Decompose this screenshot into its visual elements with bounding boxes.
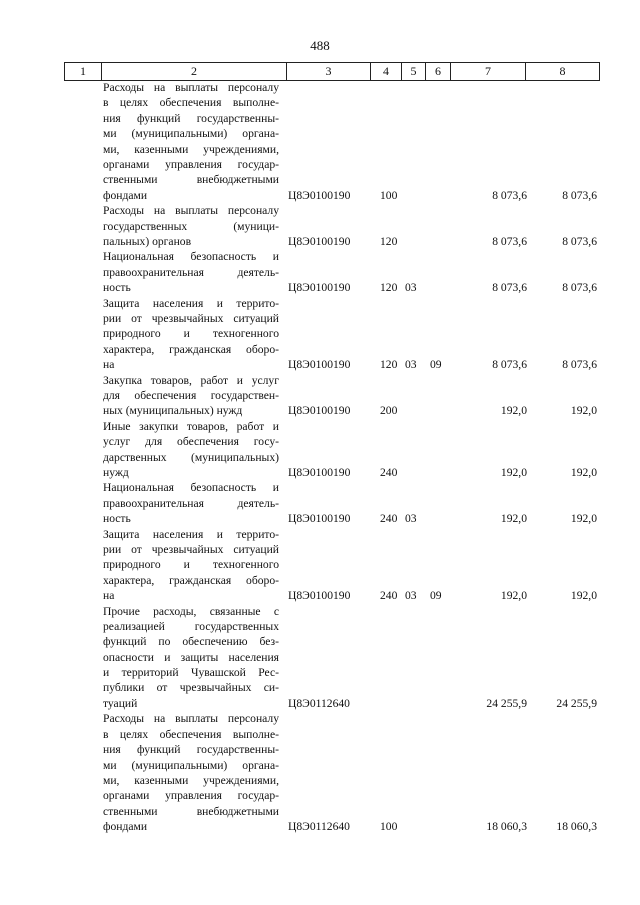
header-col-7: 7	[450, 63, 525, 80]
target-article-code: Ц8Э0100190	[288, 188, 351, 202]
expense-type-code: 240	[380, 512, 398, 526]
description-line: туаций	[103, 696, 138, 710]
amount-col-7: 192,0	[500, 512, 527, 526]
description-line: ния функций государственны-	[103, 743, 279, 757]
target-article-code: Ц8Э0100190	[288, 589, 351, 603]
expense-type-code: 120	[380, 358, 398, 372]
description-line: ственными внебюджетными	[103, 173, 279, 187]
description-line: Национальная безопасность и	[103, 481, 279, 495]
description-line: на	[103, 589, 115, 603]
description-line: нужд	[103, 465, 129, 479]
table-row	[0, 249, 640, 295]
description-line: ных (муниципальных) нужд	[103, 404, 243, 418]
subsection-code: 09	[430, 358, 442, 372]
expense-type-code: 120	[380, 281, 398, 295]
target-article-code: Ц8Э0112640	[288, 696, 350, 710]
description-line: государственных (муници-	[103, 219, 279, 233]
description-line: характера, гражданская оборо-	[103, 342, 279, 356]
row-description	[103, 711, 279, 834]
table-row	[0, 711, 640, 834]
table-row	[0, 296, 640, 373]
target-article-code: Ц8Э0100190	[288, 404, 351, 418]
amount-col-7: 8 073,6	[492, 281, 527, 295]
target-article-code: Ц8Э0100190	[288, 234, 351, 248]
page-number: 488	[310, 38, 330, 53]
expense-type-code: 120	[380, 234, 398, 248]
table-header	[64, 62, 600, 81]
row-description	[103, 249, 279, 295]
description-line: и территорий Чувашской Рес-	[103, 666, 279, 680]
section-code: 03	[405, 358, 417, 372]
amount-col-8: 8 073,6	[562, 234, 597, 248]
amount-col-8: 192,0	[570, 404, 597, 418]
table-row	[0, 480, 640, 526]
row-description	[103, 80, 279, 203]
description-line: опасности и защиты населения	[103, 650, 279, 664]
target-article-code: Ц8Э0100190	[288, 281, 351, 295]
table-row	[0, 203, 640, 249]
amount-col-7: 18 060,3	[486, 820, 527, 834]
amount-col-8: 8 073,6	[562, 358, 597, 372]
description-line: ность	[103, 281, 131, 295]
header-col-1: 1	[64, 63, 101, 80]
description-line: ми (муниципальными) органа-	[103, 758, 279, 772]
table-row	[0, 80, 640, 203]
description-line: рии от чрезвычайных ситуаций	[103, 542, 279, 556]
description-line: Расходы на выплаты персоналу	[103, 81, 279, 94]
header-col-2: 2	[101, 63, 286, 80]
description-line: в целях обеспечения выполне-	[103, 727, 279, 741]
header-col-3: 3	[286, 63, 370, 80]
section-code: 03	[405, 512, 417, 526]
amount-col-8: 18 060,3	[556, 820, 597, 834]
description-line: Иные закупки товаров, работ и	[103, 419, 279, 433]
amount-col-7: 192,0	[500, 404, 527, 418]
description-line: ность	[103, 512, 131, 526]
amount-col-7: 8 073,6	[492, 358, 527, 372]
target-article-code: Ц8Э0100190	[288, 358, 351, 372]
description-line: Прочие расходы, связанные с	[103, 604, 279, 618]
expense-type-code: 240	[380, 465, 398, 479]
header-col-5: 5	[401, 63, 425, 80]
expense-type-code: 240	[380, 589, 398, 603]
row-description	[103, 419, 279, 481]
table-body	[0, 80, 640, 835]
description-line: Национальная безопасность и	[103, 250, 279, 264]
description-line: органами управления государ-	[103, 789, 279, 803]
table-row	[0, 604, 640, 712]
target-article-code: Ц8Э0100190	[288, 512, 351, 526]
description-line: дарственных (муниципальных)	[103, 450, 279, 464]
description-line: органами управления государ-	[103, 157, 279, 171]
table-row	[0, 373, 640, 419]
description-line: ми, казенными учреждениями,	[103, 773, 279, 787]
amount-col-7: 192,0	[500, 465, 527, 479]
description-line: природного и техногенного	[103, 558, 279, 572]
description-line: на	[103, 358, 115, 372]
subsection-code: 09	[430, 589, 442, 603]
amount-col-7: 192,0	[500, 589, 527, 603]
description-line: характера, гражданская оборо-	[103, 573, 279, 587]
description-line: ми, казенными учреждениями,	[103, 142, 279, 156]
amount-col-8: 192,0	[570, 512, 597, 526]
description-line: ственными внебюджетными	[103, 804, 279, 818]
amount-col-8: 8 073,6	[562, 188, 597, 202]
description-line: Закупка товаров, работ и услуг	[103, 373, 279, 387]
description-line: фондами	[103, 820, 148, 834]
header-col-4: 4	[370, 63, 401, 80]
description-line: правоохранительная деятель-	[103, 496, 279, 510]
description-line: функций по обеспечению без-	[103, 635, 279, 649]
amount-col-8: 192,0	[570, 465, 597, 479]
row-description	[103, 296, 279, 373]
target-article-code: Ц8Э0112640	[288, 820, 350, 834]
description-line: рии от чрезвычайных ситуаций	[103, 311, 279, 325]
description-line: Расходы на выплаты персоналу	[103, 204, 279, 218]
table-row	[0, 419, 640, 481]
amount-col-8: 8 073,6	[562, 281, 597, 295]
description-line: для обеспечения государствен-	[103, 388, 279, 402]
description-line: публики от чрезвычайных си-	[103, 681, 279, 695]
header-col-8: 8	[525, 63, 600, 80]
row-description	[103, 373, 279, 419]
description-line: ния функций государственны-	[103, 111, 279, 125]
row-description	[103, 480, 279, 526]
expense-type-code: 100	[380, 820, 398, 834]
description-line: Защита населения и террито-	[103, 296, 279, 310]
description-line: реализацией государственных	[103, 619, 279, 633]
header-col-6: 6	[425, 63, 450, 80]
description-line: фондами	[103, 188, 148, 202]
table-row	[0, 527, 640, 604]
description-line: Расходы на выплаты персоналу	[103, 712, 279, 726]
description-line: пальных) органов	[103, 234, 192, 248]
row-description	[103, 604, 279, 712]
description-line: Защита населения и террито-	[103, 527, 279, 541]
amount-col-7: 8 073,6	[492, 188, 527, 202]
section-code: 03	[405, 589, 417, 603]
description-line: услуг для обеспечения госу-	[103, 435, 279, 449]
target-article-code: Ц8Э0100190	[288, 465, 351, 479]
description-line: природного и техногенного	[103, 327, 279, 341]
expense-type-code: 100	[380, 188, 398, 202]
description-line: правоохранительная деятель-	[103, 265, 279, 279]
amount-col-8: 24 255,9	[556, 696, 597, 710]
section-code: 03	[405, 281, 417, 295]
row-description	[103, 203, 279, 249]
description-line: ми (муниципальными) органа-	[103, 127, 279, 141]
row-description	[103, 527, 279, 604]
amount-col-7: 8 073,6	[492, 234, 527, 248]
amount-col-7: 24 255,9	[486, 696, 527, 710]
description-line: в целях обеспечения выполне-	[103, 96, 279, 110]
amount-col-8: 192,0	[570, 589, 597, 603]
expense-type-code: 200	[380, 404, 398, 418]
